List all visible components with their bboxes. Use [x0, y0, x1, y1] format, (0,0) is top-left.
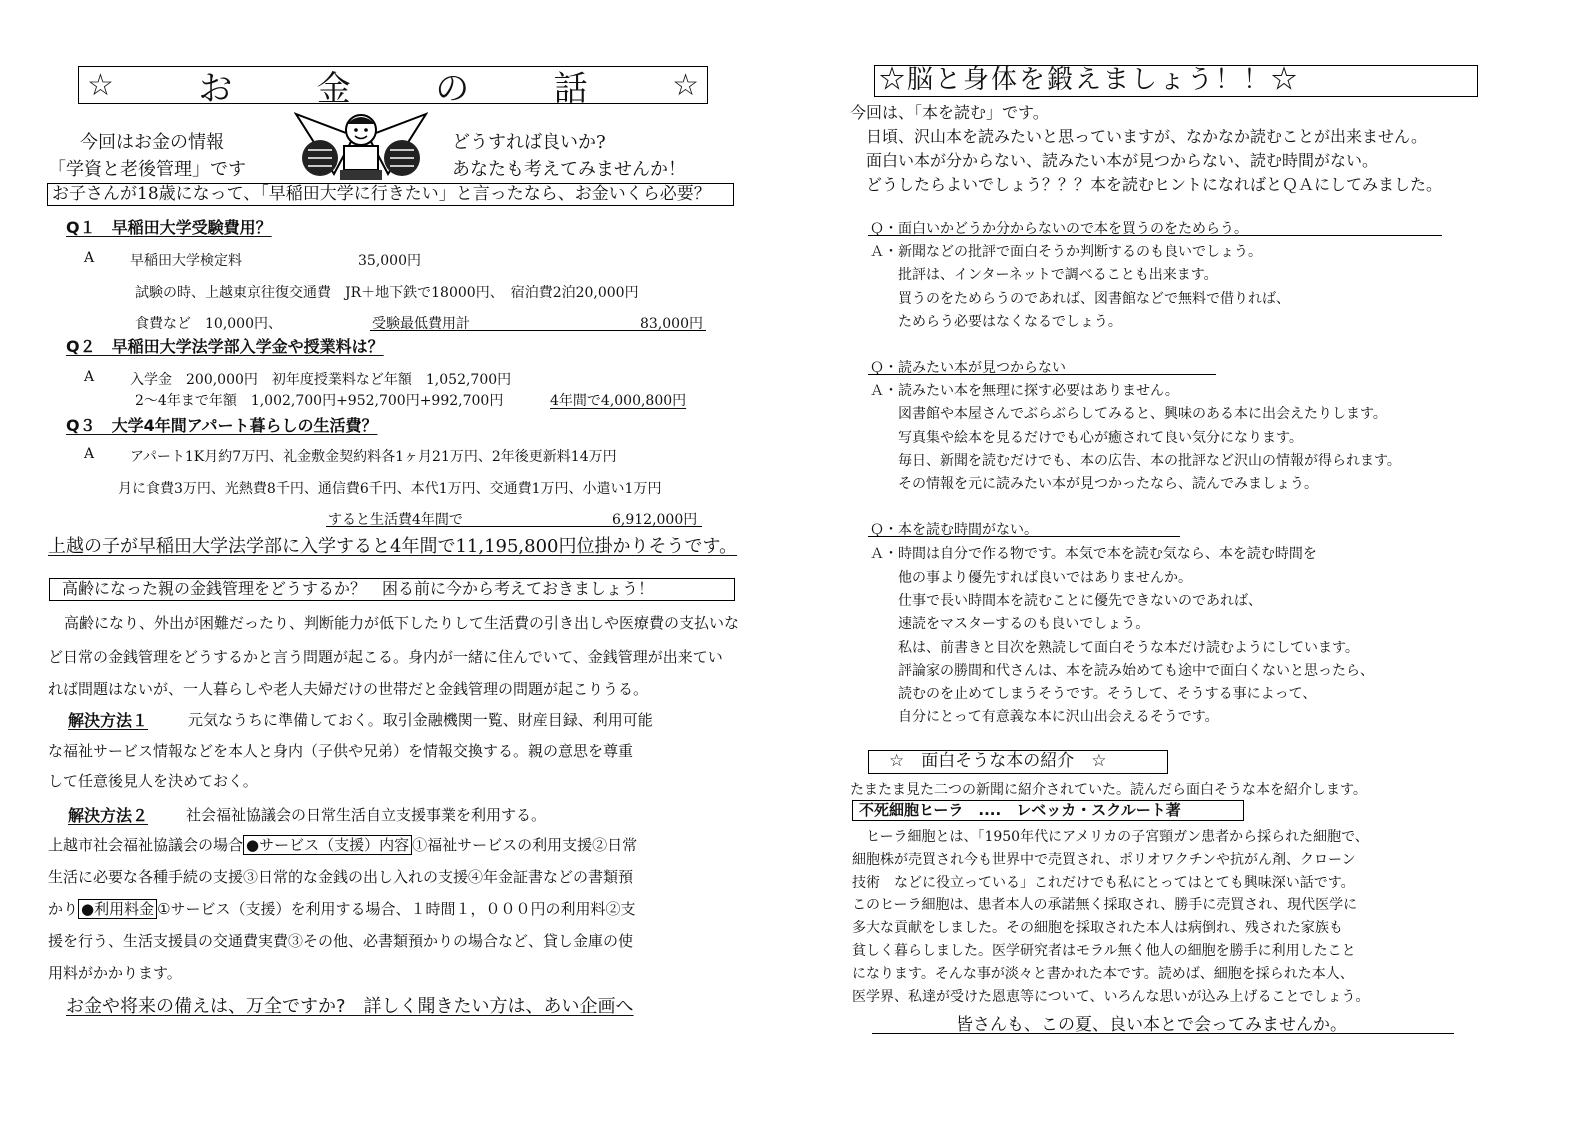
- title-star-left: ☆: [87, 67, 114, 103]
- q2-later-years-line: 2〜4年まで年額 1,002,700円+952,700円+992,700円: [135, 393, 504, 409]
- book-text-line-4: このヒーラ細胞は、患者本人の承諾無く採取され、勝手に売買され、現代医学に: [852, 897, 1358, 913]
- book-intro: たまたま見た二つの新聞に紹介されていた。読んだら面白そうな本を紹介します。: [850, 782, 1367, 798]
- qa3-answer-line-7: 読むのを止めてしまうそうです。そうして、そうする事によって、: [870, 686, 1317, 702]
- right-title-box: ☆脳と身体を鍛えましょう！！☆: [874, 65, 1478, 97]
- qa1-question: Ｑ・面白いかどうか分からないので本を買うのをためらう。: [870, 221, 1248, 237]
- qa1-answer-line-2: 批評は、インターネットで調べることも出来ます。: [870, 267, 1218, 283]
- solution-2-line-6: 用料がかかります。: [48, 964, 182, 982]
- q1-food-line: 食費など 10,000円、: [135, 316, 282, 332]
- q3-heading: Q３ 大学4年間アパート暮らしの生活費？: [66, 416, 378, 435]
- solution-2-city-label: 上越市社会福祉協議会の場合: [48, 836, 244, 854]
- solution-2-label: 解決方法２: [68, 806, 149, 825]
- cost-summary: 上越の子が早稲田大学法学部に入学すると4年間で11,195,800円位掛かりそうです。: [48, 536, 738, 557]
- q1-heading: Q１ 早稲田大学受験費用？: [66, 218, 272, 237]
- solution-2-deposit-text: かり: [48, 900, 79, 918]
- book-title: 不死細胞ヒーラ .... レベッカ・スクルート著: [852, 800, 1244, 821]
- left-title-box: [78, 66, 708, 109]
- title-char-2: 金: [316, 68, 351, 109]
- right-intro-line-4: どうしたらよいでしょう？？？本を読むヒントになればとＱＡにしてみました。: [866, 175, 1443, 194]
- qa3-question: Ｑ・本を読む時間がない。: [870, 522, 1038, 538]
- q1-fee-value: 35,000円: [358, 253, 421, 269]
- solution-2-line-1: 社会福祉協議会の日常生活自立支援事業を利用する。: [186, 806, 547, 824]
- qa2-answer-line-3: 写真集や絵本を見るだけでも心が癒されて良い気分になります。: [870, 430, 1303, 446]
- book-text-line-3: 技術 などに役立っている」これだけでも私にとってはとても興味深い話です。: [852, 875, 1355, 891]
- qa1-underline: [868, 235, 1442, 236]
- intro-left-line-1: 今回はお金の情報: [80, 132, 224, 153]
- question-box: お子さんが18歳になって、「早稲田大学に行きたい」と言ったなら、お金いくら必要？: [47, 183, 734, 206]
- q1-travel-line: 試験の時、上越東京往復交通費 JR＋地下鉄で18000円、 宿泊費2泊20,000円: [135, 285, 639, 301]
- book-text-line-7: になります。そんな事が淡々と書かれた本です。読めば、細胞を採られた本人、: [852, 966, 1354, 982]
- q3-living-total-value: 6,912,000円: [612, 512, 698, 528]
- solution-2-line-5: 援を行う、生活支援員の交通費実費③その他、必書類預かりの場合など、貸し金庫の使: [48, 932, 634, 950]
- qa3-answer-line-5: 私は、前書きと目次を熟読して面白そうな本だけ読むようにしています。: [870, 640, 1359, 656]
- qa3-answer-line-2: 他の事より優先すれば良いではありませんか。: [870, 570, 1192, 586]
- q3-apartment-line: アパート1K月約7万円、礼金敷金契約料各1ヶ月21万円、2年後更新料14万円: [130, 449, 617, 465]
- qa3-answer-line-3: 仕事で長い時間本を読むことに優先できないのであれば、: [870, 593, 1262, 609]
- closing-underline: [872, 1033, 1454, 1034]
- elder-para-line-2: ど日常の金銭管理をどうするかと言う問題が起こる。身内が一緒に住んでいて、金銭管理が出来てい: [48, 648, 723, 666]
- right-intro-line-1: 今回は、「本を読む」です。: [850, 103, 1049, 122]
- q3-monthly-costs-line: 月に食費3万円、光熱費8千円、通信費6千円、本代1万円、交通費1万円、小遣い1万円: [118, 481, 662, 497]
- q3-answer-mark: A: [84, 446, 95, 462]
- elder-para-line-1: 高齢になり、外出が困難だったり、判断能力が低下したりして生活費の引き出しや医療費の支払いな: [64, 614, 740, 632]
- elder-para-line-3: れば問題はないが、一人暮らしや老人夫婦だけの世帯だと金銭管理の問題が起こりうる。: [48, 680, 649, 698]
- qa2-question: Ｑ・読みたい本が見つからない: [870, 360, 1066, 376]
- qa2-answer-line-4: 毎日、新聞を読むだけでも、本の広告、本の批評など沢山の情報が得られます。: [870, 453, 1401, 469]
- right-intro-line-3: 面白い本が分からない、読みたい本が見つからない、読む時間がない。: [866, 151, 1379, 170]
- intro-right-line-1: どうすれば良いか?: [452, 132, 606, 153]
- solution-2-service-list: ①福祉サービスの利用支援②日常: [412, 836, 638, 854]
- right-intro-line-2: 日頃、沢山本を読みたいと思っていますが、なかなか読むことが出来ません。: [866, 127, 1427, 146]
- qa3-answer-line-8: 自分にとって有意義な本に沢山出会えるそうです。: [870, 709, 1219, 725]
- book-text-line-5: 多大な貢献をしました。その細胞を採取された本人は病倒れ、残された家族も: [852, 920, 1343, 936]
- solution-2-line-3: 生活に必要な各種手続の支援③日常的な金銭の出し入れの支援④年金証書などの書類預: [48, 868, 634, 886]
- book-text-line-2: 細胞株が売買され今も世界中で売買され、ポリオワクチンや抗がん剤、クローン: [852, 852, 1356, 868]
- service-content-tag: ●サービス（支援）内容: [243, 835, 412, 855]
- qa3-answer-line-6: 評論家の勝間和代さんは、本を読み始めても途中で面白くないと思ったら、: [870, 663, 1374, 679]
- fee-tag: ●利用料金: [78, 899, 157, 919]
- intro-left-line-2: 「学資と老後管理」です: [48, 159, 246, 180]
- q1-total-underline: [370, 330, 706, 331]
- person-with-money-illustration: [294, 106, 428, 182]
- q2-first-year-line: 入学金 200,000円 初年度授業料など年額 1,052,700円: [130, 372, 512, 388]
- qa1-answer-line-1: Ａ・新聞などの批評で面白そうか判断するのも良いでしょう。: [870, 244, 1262, 260]
- q1-total-label: 受験最低費用計: [372, 316, 470, 332]
- q2-answer-mark: A: [84, 369, 95, 385]
- intro-right-line-2: あなたも考えてみませんか！: [452, 159, 686, 180]
- q2-four-year-total: 4年間で4,000,800円: [550, 393, 687, 409]
- solution-2-line-2: [48, 834, 637, 855]
- book-text-line-8: 医学界、私達が受けた恩恵等について、いろんな思いが込み上げることでしょう。: [852, 989, 1370, 1005]
- title-char-3: の: [435, 68, 470, 109]
- left-footer: お金や将来の備えは、万全ですか? 詳しく聞きたい方は、あい企画へ: [66, 996, 634, 1017]
- qa3-answer-line-1: Ａ・時間は自分で作る物です。本気で本を読む気なら、本を読む時間を: [870, 546, 1317, 562]
- q2-heading: Q２ 早稲田大学法学部入学金や授業料は？: [66, 337, 384, 356]
- solution-2-fee-text: ①サービス（支援）を利用する場合、１時間１，０００円の利用料②支: [157, 900, 636, 918]
- book-text-line-6: 貧しく暮らしました。医学研究者はモラル無く他人の細胞を勝手に利用したこと: [852, 943, 1356, 959]
- solution-2-line-4: [48, 898, 636, 919]
- q1-total-value: 83,000円: [640, 316, 703, 332]
- solution-1-line-3: して任意後見人を決めておく。: [48, 772, 258, 790]
- qa3-answer-line-4: 速読をマスターするのも良いでしょう。: [870, 616, 1150, 632]
- closing-message: 皆さんも、この夏、良い本とで会ってみませんか。: [956, 1015, 1347, 1035]
- qa1-answer-line-4: ためらう必要はなくなるでしょう。: [870, 314, 1122, 330]
- solution-1-line-2: な福祉サービス情報などを本人と身内（子供や兄弟）を情報交換する。親の意思を尊重: [48, 742, 634, 760]
- solution-1-line-1: 元気なうちに準備しておく。取引金融機関一覧、財産目録、利用可能: [188, 711, 653, 729]
- elder-care-box: 高齢になった親の金銭管理をどうするか？ 困る前に今から考えておきましょう！: [49, 578, 735, 601]
- qa2-answer-line-5: その情報を元に読みたい本が見つかったなら、読んでみましょう。: [870, 476, 1318, 492]
- qa2-answer-line-1: Ａ・読みたい本を無理に探す必要はありません。: [870, 383, 1179, 399]
- qa1-answer-line-3: 買うのをためらうのであれば、図書館などで無料で借りれば、: [870, 291, 1290, 307]
- book-text-line-1: ヒーラ細胞とは、「1950年代にアメリカの子宮頸ガン患者から採られた細胞で、: [852, 829, 1369, 845]
- title-char-4: 話: [553, 68, 588, 109]
- q1-answer-mark: A: [84, 250, 95, 266]
- title-char-1: お: [198, 68, 233, 109]
- qa2-answer-line-2: 図書館や本屋さんでぶらぶらしてみると、興味のある本に出会えたりします。: [870, 406, 1387, 422]
- title-star-right: ☆: [672, 67, 699, 103]
- qa2-underline: [868, 374, 1216, 375]
- solution-1-label: 解決方法１: [68, 711, 149, 730]
- book-section-header: ☆ 面白そうな本の紹介 ☆: [868, 750, 1168, 774]
- q3-total-underline: [326, 526, 702, 527]
- q1-fee-label: 早稲田大学検定料: [130, 253, 242, 269]
- q3-living-total-label: すると生活費4年間で: [328, 512, 463, 528]
- qa3-underline: [868, 536, 1180, 537]
